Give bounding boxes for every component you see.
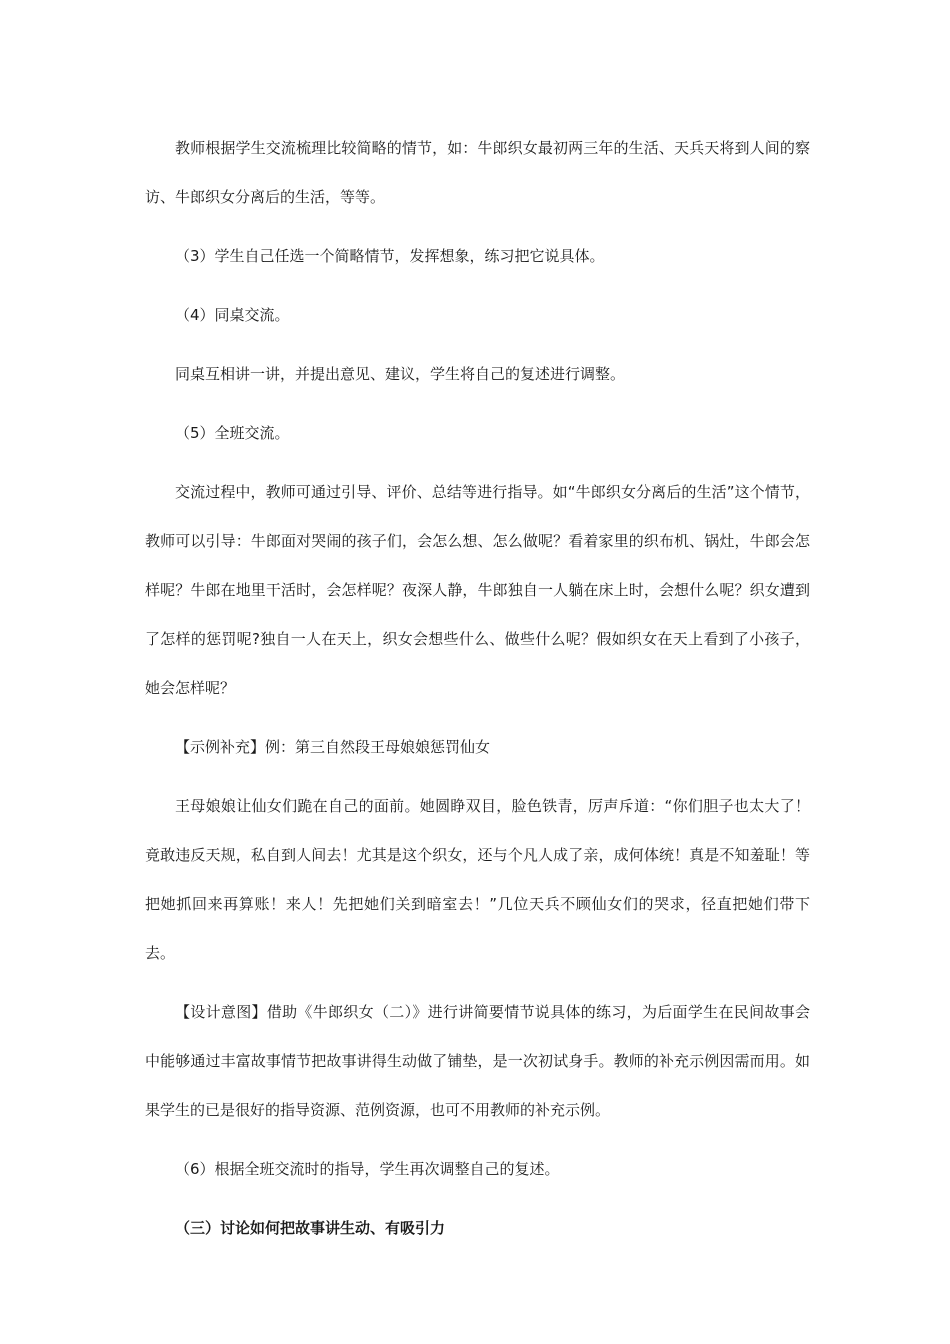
paragraph-class-exchange: 交流过程中，教师可通过引导、评价、总结等进行指导。如“牛郎织女分离后的生活”这个情节，教师可以引导：牛郎面对哭闹的孩子们，会怎么想、怎么做呢？看着家里的织布机、锅灶，牛郎会怎样呢？牛郎在地里干活时，会怎样呢？夜深人静，牛郎独自一人躺在床上时，会想什么呢？织女遭到了怎样的惩罚呢?独自一人在天上，织女会想些什么、做些什么呢？假如织女在天上看到了小孩子，她会怎样呢？ xyxy=(145,483,810,697)
paragraph-step-3: （3）学生自己任选一个简略情节，发挥想象，练习把它说具体。 xyxy=(175,247,605,265)
paragraph-design-intent: 【设计意图】借助《牛郎织女（二）》进行讲简要情节说具体的练习，为后面学生在民间故事会中能够通过丰富故事情节把故事讲得生动做了铺垫，是一次初试身手。教师的补充示例因需而用。如果学生的已是很好的指导资源、范例资源，也可不用教师的补充示例。 xyxy=(145,1003,810,1119)
document-body xyxy=(145,124,810,1253)
section-heading: （三）讨论如何把故事讲生动、有吸引力 xyxy=(175,1219,446,1237)
paragraph-example-text: 王母娘娘让仙女们跪在自己的面前。她圆睁双目，脸色铁青，厉声斥道：“你们胆子也太大了！竟敢违反天规，私自到人间去！尤其是这个织女，还与个凡人成了亲，成何体统！真是不知羞耻！等把她抓回来再算账！来人！先把她们关到暗室去！”几位天兵不顾仙女们的哭求，径直把她们带下去。 xyxy=(145,797,810,962)
paragraph-summary: 教师根据学生交流梳理比较简略的情节，如：牛郎织女最初两三年的生活、天兵天将到人间的察访、牛郎织女分离后的生活，等等。 xyxy=(145,139,810,206)
paragraph-step-4: （4）同桌交流。 xyxy=(175,306,290,324)
paragraph-peer-exchange: 同桌互相讲一讲，并提出意见、建议，学生将自己的复述进行调整。 xyxy=(175,365,626,383)
paragraph-step-5: （5）全班交流。 xyxy=(175,424,290,442)
paragraph-step-6: （6）根据全班交流时的指导，学生再次调整自己的复述。 xyxy=(175,1160,560,1178)
paragraph-example-title: 【示例补充】例：第三自然段王母娘娘惩罚仙女 xyxy=(175,738,491,756)
